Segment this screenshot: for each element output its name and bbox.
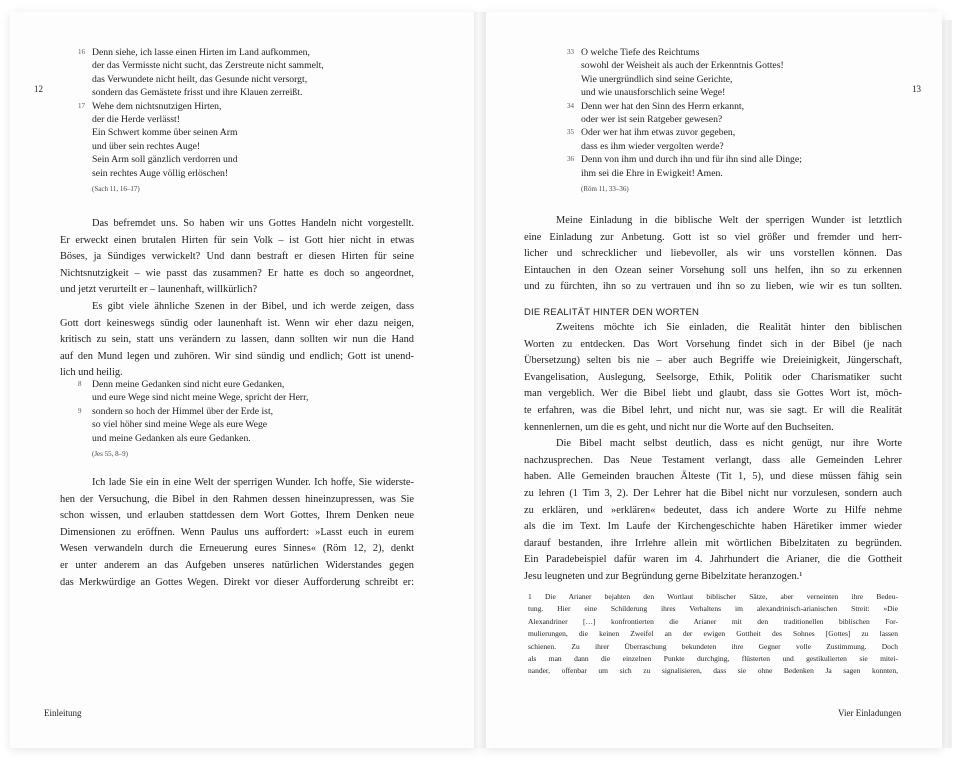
text-line: Zweitens möchte ich Sie einladen, die Realität hinter den biblischen <box>556 322 902 333</box>
paragraph <box>524 320 902 436</box>
verse-number: 8 <box>78 380 82 388</box>
verse-line: der das Vermisste nicht sucht, das Zerstreute nicht sammelt, <box>92 60 324 72</box>
verse-line: Denn siehe, ich lasse einen Hirten im Land aufkommen, <box>92 47 310 58</box>
verse-line: Denn wer hat den Sinn des Herrn erkannt, <box>581 100 745 112</box>
verse-line: oder wer ist sein Ratgeber gewesen? <box>581 114 723 126</box>
bible-quote-jes <box>78 378 308 461</box>
verse-line: sein rechtes Auge völlig erlöschen! <box>92 167 229 179</box>
text-line: das Merkwürdige an Gottes Wegen. Direkt vor dieser Aufforderung schreibt er: <box>60 576 414 588</box>
verse <box>78 378 308 405</box>
verse <box>567 100 802 127</box>
text-line: Übersetzung) selten bis nie – aber auch Begriffe wie Dreieinigkeit, Jüngerschaft, <box>524 355 902 367</box>
verse-number: 34 <box>567 101 574 110</box>
verse <box>78 46 324 100</box>
bible-quote-rom <box>567 46 802 196</box>
footnote <box>528 591 898 678</box>
verse <box>567 126 802 153</box>
footnote-line: 1 Die Arianer bejahten den Wortlaut biblischer Sätze, aber verneinten ihre Bedeu- <box>528 592 898 601</box>
verse-line: so viel höher sind meine Wege als eure Wege <box>92 419 268 431</box>
text-line: licher und schrecklicher und liebevoller, als wir uns vorstellen können. Das <box>524 248 902 260</box>
text-line: Dimensionen zu eröffnen. Wenn Paulus uns auffordert: »Lasst euch in eurem <box>60 526 414 538</box>
text-line: nachzusprechen. Das Neue Testament verlangt, dass alle Gemeinden Lehrer <box>524 454 902 466</box>
text-line: kritisch zu sein, statt uns verändern zu lassen, dann sollten wir nun die Hand <box>60 334 414 346</box>
verse-line: Denn von ihm und durch ihn und für ihn sind alle Dinge; <box>581 154 802 166</box>
section-heading: DIE REALITÄT HINTER DEN WORTEN <box>524 307 700 318</box>
body-text-block <box>60 475 414 591</box>
verse-line: dass es ihm wieder vergolten werde? <box>581 140 724 152</box>
text-line: hen der Versuchung, die Bibel in den Rahmen dessen hineinzupressen, was Sie <box>60 493 414 505</box>
text-line: er unter anderem an das Aufgeben unseres natürlichen Widerstandes gegen <box>60 559 414 571</box>
text-line: Er erweckt einen brutalen Hirten für sein Volk – ist Gott hier nicht in etwas <box>60 234 414 246</box>
verse <box>78 100 324 180</box>
footnote-line: Alexandriner […] konfrontierten die Arianer mit den traditionellen biblischen For- <box>528 616 898 626</box>
page-number-right: 13 <box>912 84 921 94</box>
text-line: man vergeblich. Wer die Bibel liebt und glaubt, dass sie Gottes Wort ist, möch- <box>524 388 902 400</box>
verse-line: O welche Tiefe des Reichtums <box>581 47 700 58</box>
verse-line: Sein Arm soll gänzlich verdorren und <box>92 154 238 166</box>
verse-line: sondern so hoch der Himmel über der Erde ist, <box>92 405 274 417</box>
text-line: Die Bibel macht selbst deutlich, dass es nicht genügt, nur ihre Worte <box>556 438 902 450</box>
text-line: Jesu leugneten und zur Begründung gerne Bibelzitate heranzogen.¹ <box>524 570 803 582</box>
page-stack-edge <box>948 20 952 748</box>
text-line: lich und heilig. <box>60 367 123 379</box>
text-line: kennenlernen, um die es geht, und nicht nur die Worte auf den Buchseiten. <box>524 421 834 433</box>
text-line: Das befremdet uns. So haben wir uns Gottes Handeln nicht vorgestellt. <box>92 218 414 229</box>
text-line: Wesen verwandeln durch die Erneuerung eures Sinnes« (Röm 12, 2), denkt <box>60 543 414 555</box>
text-line: Evangelisation, Auslegung, Seelsorge, Ethik, Politik oder Charismatiker sucht <box>524 371 902 383</box>
text-line: auf den Mund legen und zuhören. Wir sind sündig und endlich; Gott ist unend- <box>60 350 414 362</box>
verse-line: ihm sei die Ehre in Ewigkeit! Amen. <box>581 167 723 179</box>
text-line: darauf bestanden, ihre Irrlehre allein mit wörtlichen Bibelzitaten zu begründen. <box>524 537 902 549</box>
text-line: und zu fürchten, ihn so zu vertrauen und ihn so zu lieben, wie wir es tun sollten. <box>524 281 902 293</box>
scripture-reference: (Sach 11, 16–17) <box>92 185 140 194</box>
body-text-block <box>524 213 902 296</box>
verse-line: und eure Wege sind nicht meine Wege, spricht der Herr, <box>92 392 309 404</box>
verse-line: das Verwundete nicht heilt, das Gesunde nicht versorgt, <box>92 73 308 85</box>
scripture-reference: (Röm 11, 33–36) <box>581 185 629 194</box>
verse-number: 36 <box>567 155 574 164</box>
text-line: zu lehren (1 Tim 3, 2). Der Lehrer hat die Bibel nicht nur vorzulesen, sondern auch <box>524 487 902 499</box>
running-footer-right: Vier Einladungen <box>838 708 902 718</box>
text-line: Es gibt viele ähnliche Szenen in der Bibel, und ich werde zeigen, dass <box>92 300 414 312</box>
footnote-line: mulierungen, die keinen Zweifel an der ewigen Gottheit des Sohnes [Gottes] zu lassen <box>528 629 898 639</box>
body-text-block <box>60 216 414 382</box>
verse-line: Ein Schwert komme über seinen Arm <box>92 127 238 139</box>
paragraph <box>60 299 414 382</box>
paragraph <box>524 213 902 296</box>
verse <box>78 405 308 445</box>
paragraph <box>60 475 414 591</box>
text-line: als die im Text. Im Laufe der Kirchengeschichte haben Häretiker immer wieder <box>524 521 902 533</box>
verse-line: und meine Gedanken als eure Gedanken. <box>92 432 251 444</box>
verse-number: 33 <box>567 48 574 56</box>
verse-line: Oder wer hat ihm etwas zuvor gegeben, <box>581 127 736 139</box>
verse-number: 16 <box>78 48 85 56</box>
text-line: Gott dort keineswegs sündig oder launenhaft ist. Wenn wir eher dazu neigen, <box>60 317 414 329</box>
footnote-line: nander, offenbar um sich zu signalisieren, dass sie ohne Bedenken Ja sagen konnten, <box>528 666 898 676</box>
text-line: Böses, ja Sündiges verwickelt? Und dann bestraft er diesen Hirten für seine <box>60 251 414 263</box>
verse <box>567 153 802 180</box>
paragraph <box>524 436 902 585</box>
verse-line: sondern das Gemästete frisst und ihre Klauen zerreißt. <box>92 87 303 99</box>
text-line: haben. Alle Gemeinden brauchen Älteste (Tit 1, 5), und diese müssen fähig sein <box>524 471 902 483</box>
footnote-line: tung. Hier eine Schilderung ihres Verhaltens im alexandrinisch-arianischen Streit: »Die <box>528 604 898 614</box>
verse-number: 35 <box>567 128 574 137</box>
footnote-line: als man dann die einzelnen Punkte durchging, flüsterten und gestikulierten sie mitei- <box>528 654 898 664</box>
page-number-left: 12 <box>34 84 43 94</box>
verse-line: Wie unergründlich sind seine Gerichte, <box>581 73 733 85</box>
body-text-block <box>524 320 902 586</box>
verse-line: Wehe dem nichtsnutzigen Hirten, <box>92 100 222 112</box>
text-line: Worten zu entdecken. Das Wort Vorsehung findet sich in der Bibel (je nach <box>524 338 902 350</box>
text-line: Ich lade Sie ein in eine Welt der sperrigen Wunder. Ich hoffe, Sie widerste- <box>92 477 414 488</box>
text-line: Meine Einladung in die biblische Welt der sperrigen Wunder ist letztlich <box>556 215 902 226</box>
paragraph <box>60 216 414 299</box>
book-gutter <box>474 12 486 748</box>
verse-line: Denn meine Gedanken sind nicht eure Gedanken, <box>92 379 285 390</box>
verse-number: 17 <box>78 101 85 110</box>
text-line: Eintauchen in den Ozean seiner Vorsehung soll uns helfen, ihn so zu erkennen <box>524 264 902 276</box>
text-line: eine Einladung zur Anbetung. Gott ist so viel größer und fremder und herr- <box>524 231 902 243</box>
scripture-reference: (Jes 55, 8–9) <box>92 450 128 459</box>
text-line: schon wissen, und erlauben stattdessen dem Wort Gottes, Ihrem Denken neue <box>60 510 414 522</box>
verse-line: der die Herde verlässt! <box>92 114 180 126</box>
bible-quote-sach <box>78 46 324 196</box>
verse-line: und über sein rechtes Auge! <box>92 140 201 152</box>
verse <box>567 46 802 100</box>
text-line: Nichtsnutzigkeit – wie passt das zusammen? Er hatte es doch so angeordnet, <box>60 267 414 279</box>
verse-number: 9 <box>78 406 82 415</box>
running-footer-left: Einleitung <box>44 708 82 718</box>
text-line: und jetzt verurteilt er – launenhaft, willkürlich? <box>60 284 258 296</box>
text-line: te erfahren, was die Bibel lehrt, und nicht nur, was sie sagt. Er will die Realität <box>524 404 902 416</box>
footnote-line: schienen. Zu ihrer Überraschung bekundeten ihre Gegner volle Zustimmung. Doch <box>528 641 898 651</box>
text-line: Ein Paradebeispiel dafür waren im 4. Jahrhundert die Arianer, die die Gottheit <box>524 554 902 566</box>
verse-line: und wie unausforschlich seine Wege! <box>581 87 726 99</box>
verse-line: sowohl der Weisheit als auch der Erkenntnis Gottes! <box>581 60 784 72</box>
text-line: zu erklären, und »erklären« bedeutet, dass ich andere Worte zu Hilfe nehme <box>524 504 902 516</box>
